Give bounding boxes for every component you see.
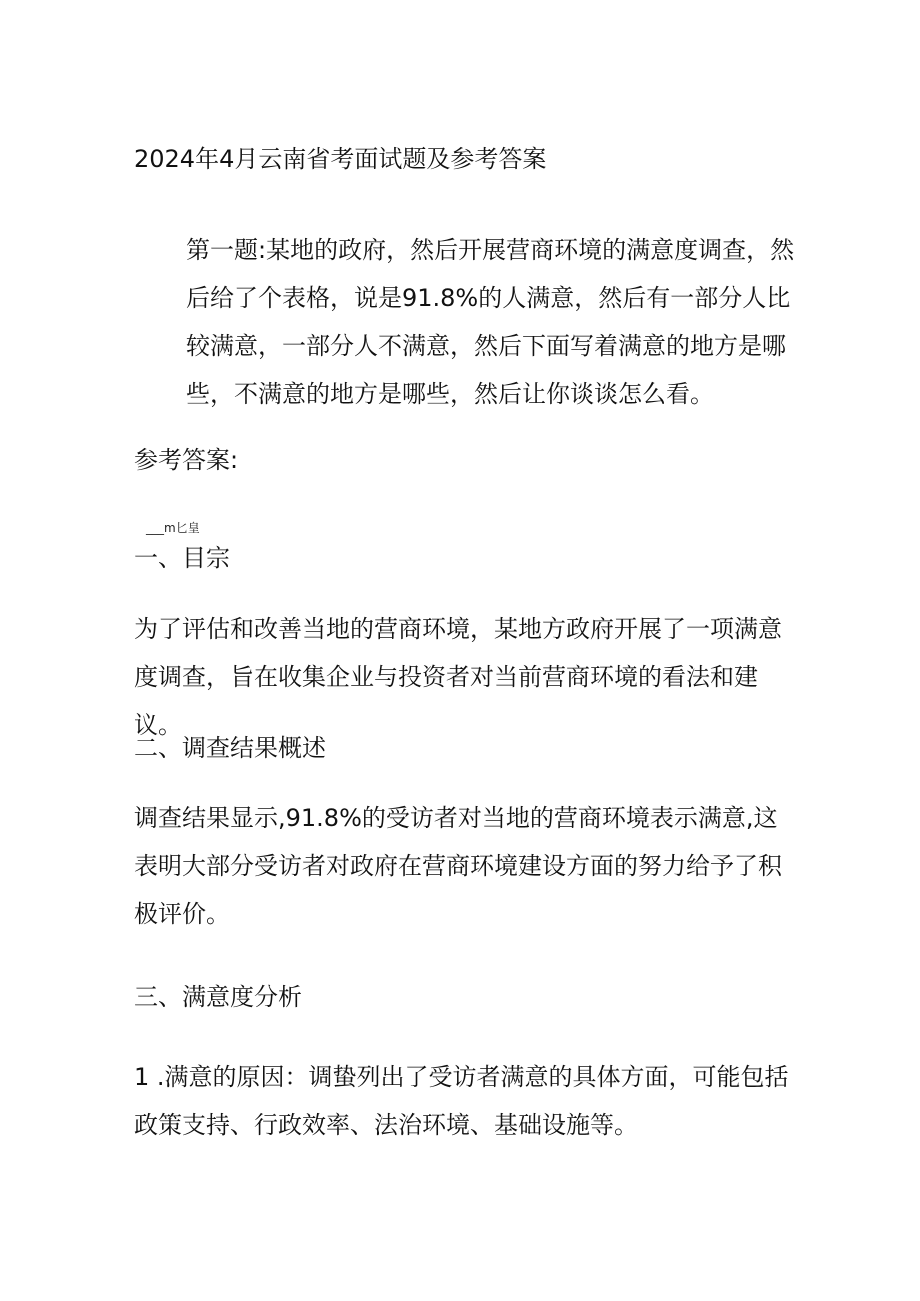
section-body-purpose: 为了评估和改善当地的营商环境，某地方政府开展了一项满意度调查，旨在收集企业与投资者对当前营商环境的看法和建议。 bbox=[134, 615, 782, 739]
scan-artifact-text: ___m匕皇 bbox=[146, 521, 200, 535]
answer-label: 参考答案: bbox=[134, 446, 239, 474]
section-heading-purpose: 一、目宗 bbox=[134, 544, 230, 572]
section-body-analysis: 1 .满意的原因：调蛰列出了受访者满意的具体方面，可能包括政策支持、行政效率、法治环境、基础设施等。 bbox=[134, 1063, 789, 1139]
section-body-results: 调查结果显示,91.8%的受访者对当地的营商环境表示满意,这表明大部分受访者对政府在营商环境建设方面的努力给予了积极评价。 bbox=[134, 804, 782, 928]
section-heading-analysis: 三、满意度分析 bbox=[134, 983, 302, 1011]
document-title: 2024年4月云南省考面试题及参考答案 bbox=[134, 145, 547, 173]
question-text: 第一题:某地的政府，然后开展营商环境的满意度调查，然后给了个表格，说是91.8%的人满意，然后有一部分人比较满意，一部分人不满意，然后下面写着满意的地方是哪些，不满意的地方是哪些，然后让你谈谈怎么看。 bbox=[186, 236, 795, 408]
section-heading-results: 二、调查结果概述 bbox=[134, 734, 326, 762]
